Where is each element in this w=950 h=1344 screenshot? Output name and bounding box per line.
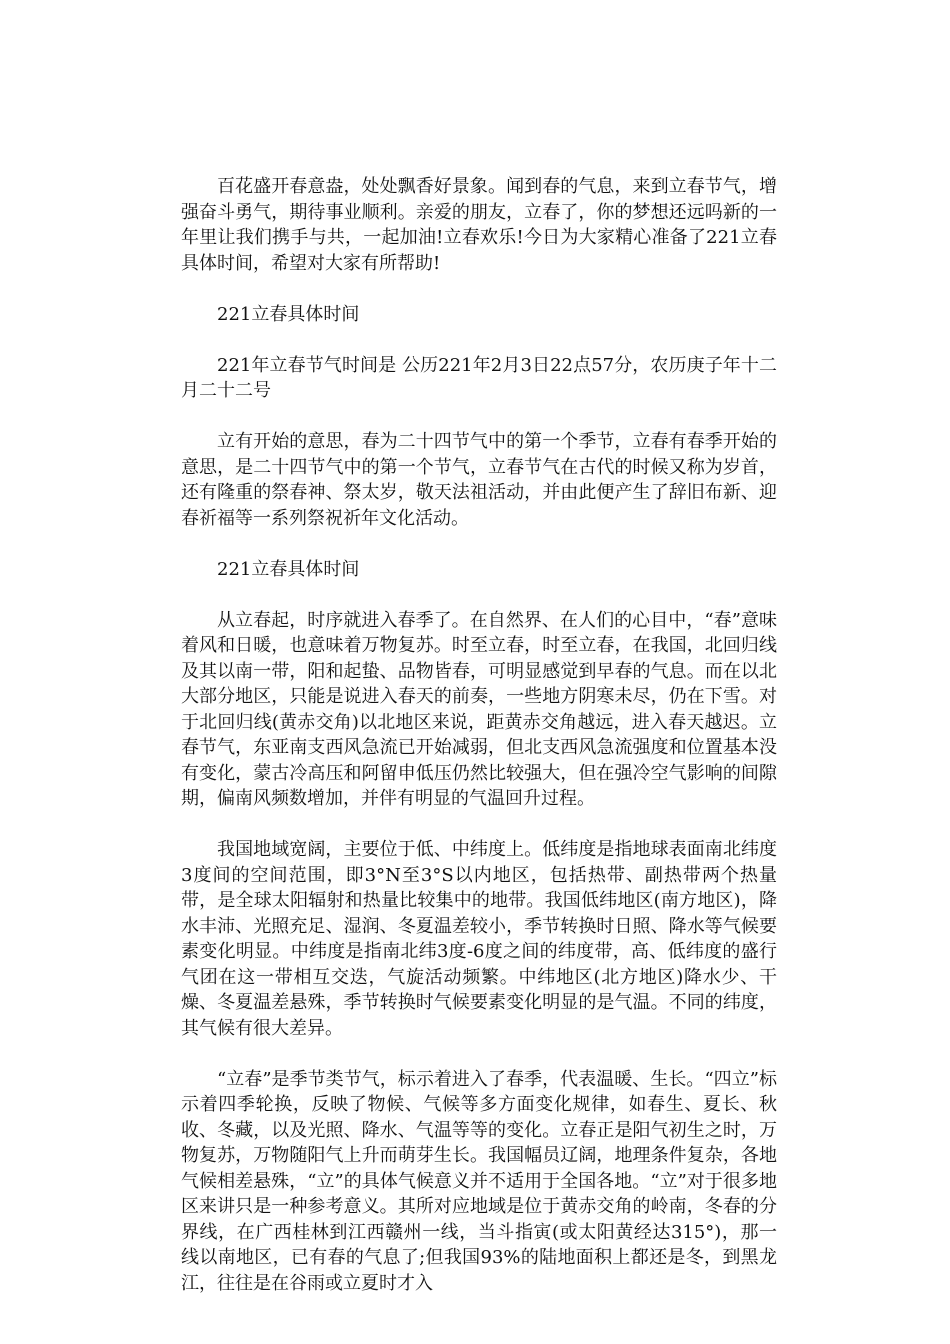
document-body — [181, 174, 777, 1322]
intro-paragraph: 百花盛开春意盎，处处飘香好景象。闻到春的气息，来到立春节气，增强奋斗勇气，期待事业顺利。亲爱的朋友，立春了，你的梦想还远吗新的一年里让我们携手与共，一起加油!立春欢乐!今日为大家精心准备了221立春具体时间，希望对大家有所帮助! — [181, 176, 777, 274]
latitude-paragraph: 我国地域宽阔，主要位于低、中纬度上。低纬度是指地球表面南北纬度3度间的空间范围，即3°N至3°S以内地区，包括热带、副热带两个热量带，是全球太阳辐射和热量比较集中的地带。我国低纬地区(南方地区)，降水丰沛、光照充足、湿润、冬夏温差较小，季节转换时日照、降水等气候要素变化明显。中纬度是指南北纬3度-6度之间的纬度带，高、低纬度的盛行气团在这一带相互交迭，气旋活动频繁。中纬地区(北方地区)降水少、干燥、冬夏温差悬殊，季节转换时气候要素变化明显的是气温。不同的纬度，其气候有很大差异。 — [181, 839, 777, 1039]
solar-term-time-paragraph: 221年立春节气时间是 公历221年2月3日22点57分，农历庚子年十二月二十二号 — [181, 354, 777, 401]
section-heading: 221立春具体时间 — [217, 558, 360, 580]
meaning-paragraph: 立有开始的意思，春为二十四节气中的第一个季节，立春有春季开始的意思，是二十四节气中的第一个节气，立春节气在古代的时候又称为岁首，还有隆重的祭春神、祭太岁，敬天法祖活动，并由此便产生了辞旧布新、迎春祈福等一系列祭祝祈年文化活动。 — [181, 431, 777, 529]
spring-arrival-paragraph: 从立春起，时序就进入春季了。在自然界、在人们的心目中，“春”意味着风和日暖，也意味着万物复苏。时至立春，时至立春，在我国，北回归线及其以南一带，阳和起蛰、品物皆春，可明显感觉到早春的气息。而在以北大部分地区，只能是说进入春天的前奏，一些地方阴寒未尽，仍在下雪。对于北回归线(黄赤交角)以北地区来说，距黄赤交角越远，进入春天越迟。立春节气，东亚南支西风急流已开始减弱，但北支西风急流强度和位置基本没有变化，蒙古冷高压和阿留申低压仍然比较强大，但在强冷空气影响的间隙期，偏南风频数增加，并伴有明显的气温回升过程。 — [181, 609, 777, 809]
season-meaning-paragraph: “立春”是季节类节气，标示着进入了春季，代表温暖、生长。“四立”标示着四季轮换，反映了物候、气候等多方面变化规律，如春生、夏长、秋收、冬藏，以及光照、降水、气温等等的变化。立春正是阳气初生之时，万物复苏，万物随阳气上升而萌芽生长。我国幅员辽阔，地理条件复杂，各地气候相差悬殊，“立”的具体气候意义并不适用于全国各地。“立”对于很多地区来讲只是一种参考意义。其所对应地域是位于黄赤交角的岭南，冬春的分界线，在广西桂林到江西赣州一线，当斗指寅(或太阳黄经达315°)，那一线以南地区，已有春的气息了;但我国93%的陆地面积上都还是冬，到黑龙江，往往是在谷雨或立夏时才入 — [181, 1068, 777, 1294]
section-heading: 221立春具体时间 — [217, 303, 360, 325]
